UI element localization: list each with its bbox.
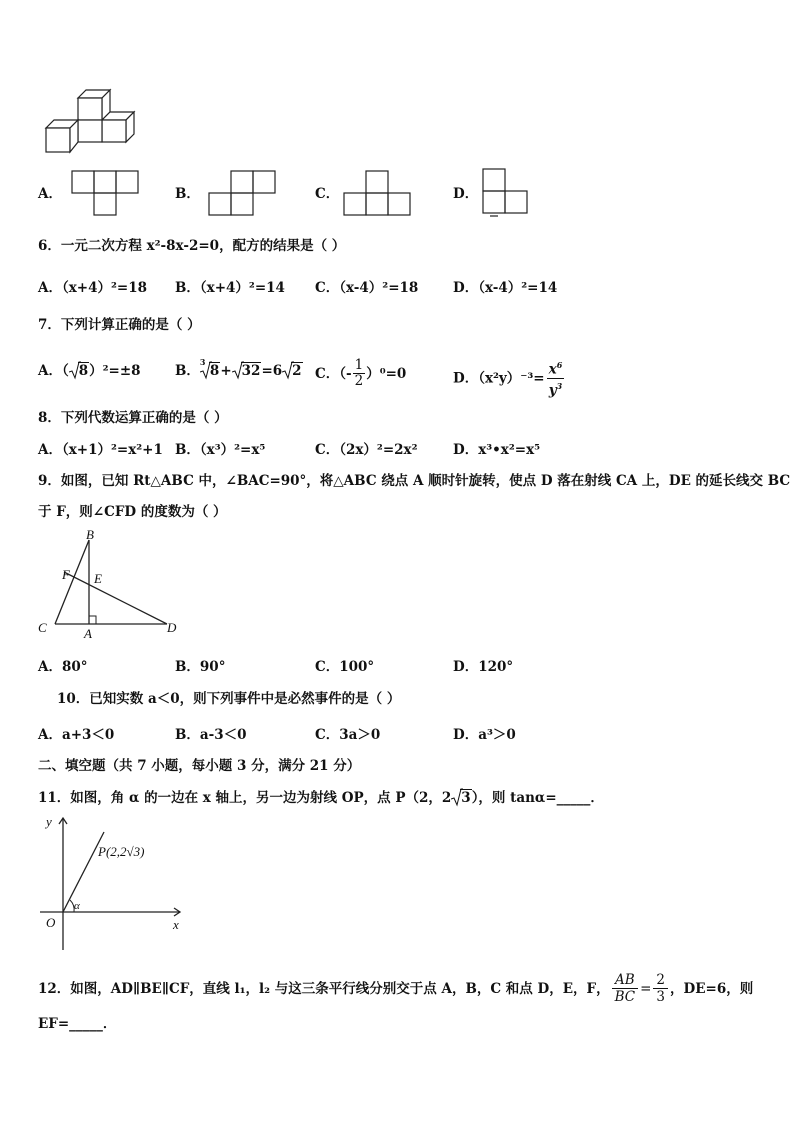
q7-option-b: B． 3 8+ 32=6 2 (175, 357, 302, 379)
q11-point-p-label: P(2,2√3) (98, 844, 145, 859)
q7-option-d: D．（x²y）⁻³= $\frac{x^6}{y^3}$ (453, 360, 563, 398)
q7-option-a: A．（ 8）²=±8 (38, 363, 141, 379)
q8-option-c: C．（2x）²=2x² (315, 442, 418, 458)
sqrt-sign-icon (282, 361, 294, 381)
q10-option-a: A．a+3＜0 (38, 727, 115, 743)
q9-option-d: D．120° (453, 659, 514, 675)
q11-alpha-label: α (74, 900, 80, 912)
q9-option-c: C．100° (315, 659, 375, 675)
q9-label-c: C (38, 620, 47, 635)
q8-option-a: A．（x+1）²=x²+1 (38, 442, 163, 458)
q11-axis-y-label: y (46, 814, 52, 829)
q9-option-a: A．80° (38, 659, 88, 675)
q6-option-d: D．（x-4）²=14 (453, 280, 558, 296)
q6-stem: 6．一元二次方程 x²-8x-2=0，配方的结果是（ ） (38, 238, 346, 254)
q11-axis-x-label: x (173, 917, 179, 932)
q9-label-f: F (62, 567, 70, 582)
q5-option-a-label: A． (38, 186, 62, 202)
q5-option-c-label: C． (315, 186, 340, 202)
q5-option-b-label: B． (175, 186, 200, 202)
cube-stack-figure (42, 88, 138, 156)
sqrt-sign-icon (451, 788, 463, 808)
q10-option-c: C．3a＞0 (315, 727, 381, 743)
q11-coordinate-figure (34, 812, 184, 952)
q9-label-b: B (86, 528, 94, 542)
q12-line2: EF=_____． (38, 1016, 117, 1032)
q8-option-d: D．x³•x²=x⁵ (453, 442, 541, 458)
q9-triangle-figure (34, 528, 184, 643)
q8-option-b: B．（x³）²=x⁵ (175, 442, 266, 458)
q7-stem: 7．下列计算正确的是（ ） (38, 317, 201, 333)
sqrt-sign-icon (232, 361, 244, 381)
q11-origin-label: O (46, 915, 56, 930)
q5-option-a-net (71, 170, 141, 216)
q10-option-d: D．a³＞0 (453, 727, 516, 743)
q10-option-b: B．a-3＜0 (175, 727, 247, 743)
cube-root-sign-icon (200, 361, 212, 381)
q5-option-d-net (482, 168, 530, 220)
q5-option-c-net (343, 170, 413, 216)
q9-label-e: E (94, 571, 102, 586)
q5-option-b-net (208, 170, 278, 216)
q5-option-d-label: D． (453, 186, 479, 202)
sqrt-sign-icon (69, 361, 81, 381)
q6-option-c: C．（x-4）²=18 (315, 280, 419, 296)
q9-option-b: B．90° (175, 659, 226, 675)
section-2-title: 二、填空题（共 7 小题，每小题 3 分，满分 21 分） (38, 758, 361, 774)
q6-option-b: B．（x+4）²=14 (175, 280, 285, 296)
q9-stem-line1: 9．如图，已知 Rt△ABC 中，∠BAC=90°，将△ABC 绕点 A 顺时针旋转，使点 D 落在射线 CA 上，DE 的延长线交 BC (38, 473, 791, 489)
q10-stem: 10．已知实数 a＜0，则下列事件中是必然事件的是（ ） (57, 691, 401, 707)
q7-option-c: C．（- $\frac{1}{2}$ ）⁰=0 (315, 357, 407, 389)
q9-label-a: A (84, 626, 92, 641)
q11-stem: 11．如图，角 α 的一边在 x 轴上，另一边为射线 OP，点 P（2，2 3），则 tanα=_____． (38, 790, 604, 806)
q12-stem: 12．如图，AD∥BE∥CF，直线 l₁，l₂ 与这三条平行线分别交于点 A，B，C 和点 D，E，F， $\frac{AB}{BC}$ = $\frac{2}{3}$ ，DE=6，则 (38, 972, 754, 1005)
q9-label-d: D (167, 620, 177, 635)
q9-stem-line2: 于 F，则∠CFD 的度数为（ ） (38, 504, 227, 520)
q8-stem: 8．下列代数运算正确的是（ ） (38, 410, 228, 426)
q6-option-a: A．（x+4）²=18 (38, 280, 147, 296)
